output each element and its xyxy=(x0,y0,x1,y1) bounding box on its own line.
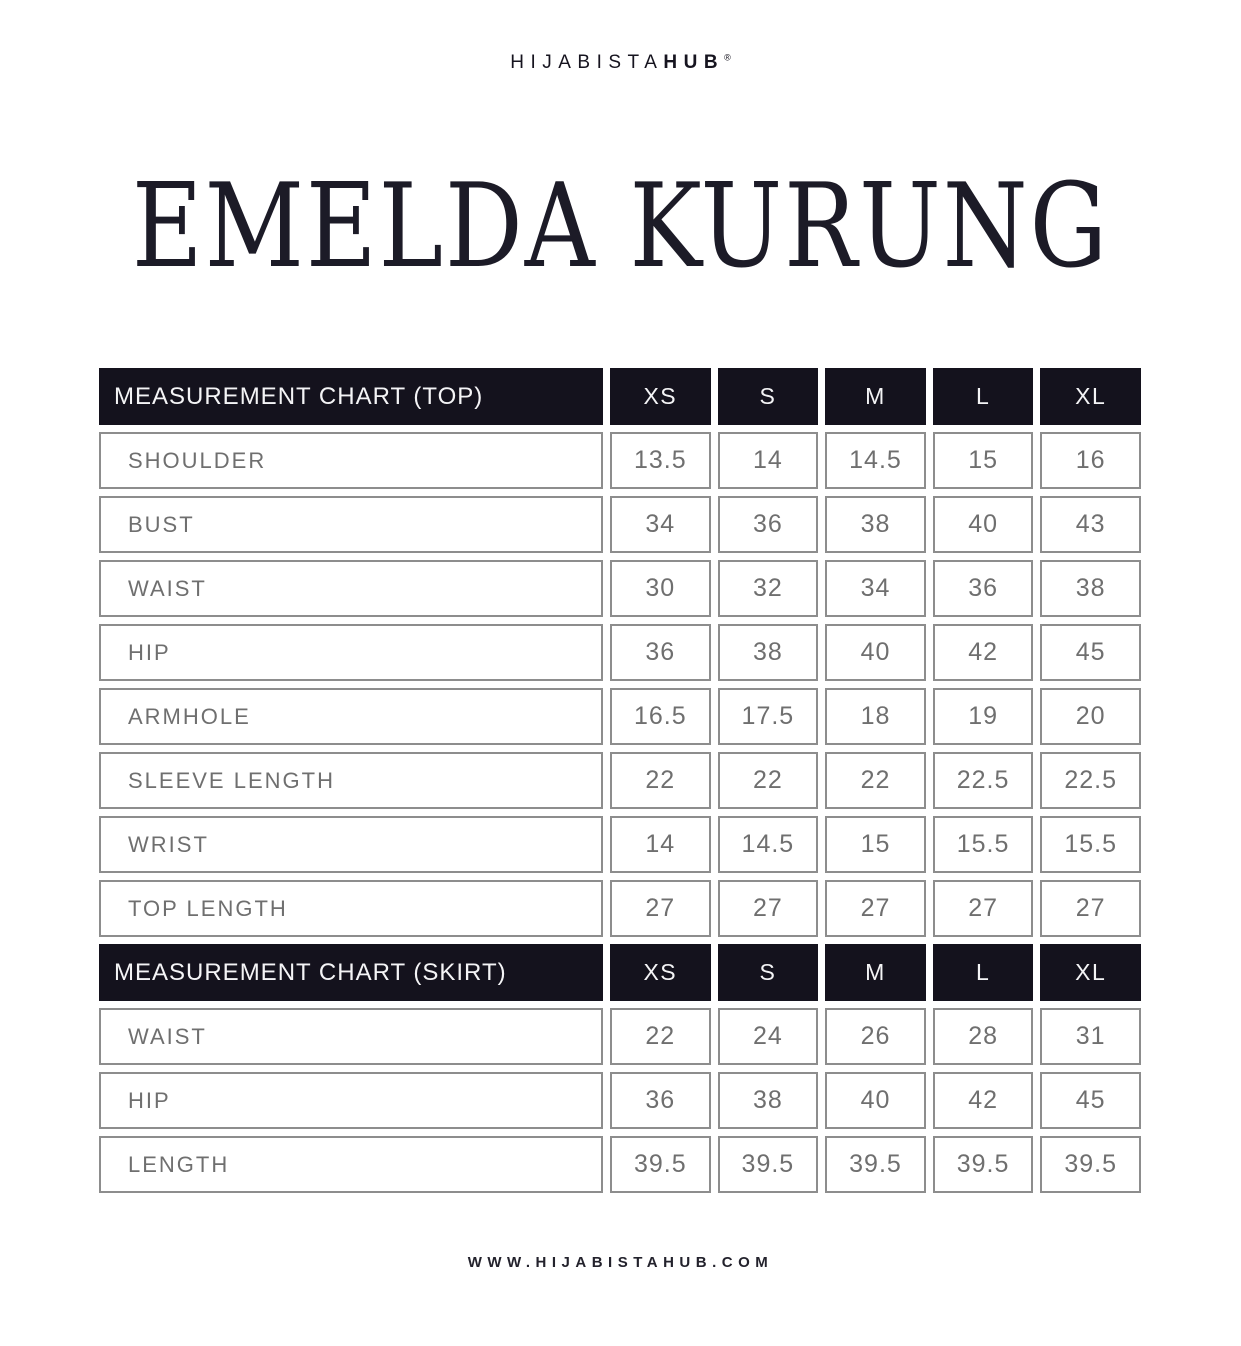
cell-value-top-xs: 34 xyxy=(610,496,711,553)
row-label-skirt: LENGTH xyxy=(99,1136,603,1193)
cell-value-top-xl: 38 xyxy=(1040,560,1141,617)
cell-value-top-xs: 22 xyxy=(610,752,711,809)
size-header-top-s: S xyxy=(718,368,819,425)
row-label-top: SHOULDER xyxy=(99,432,603,489)
cell-value-top-xl: 15.5 xyxy=(1040,816,1141,873)
cell-value-skirt-xl: 31 xyxy=(1040,1008,1141,1065)
size-header-top-l: L xyxy=(933,368,1034,425)
cell-value-top-xl: 27 xyxy=(1040,880,1141,937)
cell-value-top-m: 22 xyxy=(825,752,926,809)
cell-value-top-l: 42 xyxy=(933,624,1034,681)
cell-value-top-xl: 45 xyxy=(1040,624,1141,681)
size-header-skirt-xs: XS xyxy=(610,944,711,1001)
cell-value-top-m: 38 xyxy=(825,496,926,553)
cell-value-top-xs: 16.5 xyxy=(610,688,711,745)
cell-value-top-xs: 14 xyxy=(610,816,711,873)
row-label-top: SLEEVE LENGTH xyxy=(99,752,603,809)
cell-value-skirt-m: 26 xyxy=(825,1008,926,1065)
cell-value-top-xl: 20 xyxy=(1040,688,1141,745)
website-url: WWW.HIJABISTAHUB.COM xyxy=(467,1254,774,1271)
cell-value-skirt-s: 38 xyxy=(718,1072,819,1129)
size-header-skirt-xl: XL xyxy=(1040,944,1141,1001)
cell-value-skirt-l: 28 xyxy=(933,1008,1034,1065)
cell-value-top-m: 14.5 xyxy=(825,432,926,489)
cell-value-top-m: 40 xyxy=(825,624,926,681)
size-header-top-xs: XS xyxy=(610,368,711,425)
cell-value-skirt-xs: 36 xyxy=(610,1072,711,1129)
registered-trademark: ® xyxy=(724,52,731,63)
cell-value-skirt-l: 39.5 xyxy=(933,1136,1034,1193)
size-header-skirt-s: S xyxy=(718,944,819,1001)
cell-value-top-xs: 30 xyxy=(610,560,711,617)
cell-value-top-s: 14.5 xyxy=(718,816,819,873)
table-header-skirt: MEASUREMENT CHART (SKIRT) xyxy=(99,944,603,1001)
size-header-top-m: M xyxy=(825,368,926,425)
cell-value-top-m: 34 xyxy=(825,560,926,617)
cell-value-top-s: 17.5 xyxy=(718,688,819,745)
row-label-top: WRIST xyxy=(99,816,603,873)
row-label-skirt: HIP xyxy=(99,1072,603,1129)
cell-value-top-xs: 13.5 xyxy=(610,432,711,489)
cell-value-top-xl: 16 xyxy=(1040,432,1141,489)
cell-value-top-m: 27 xyxy=(825,880,926,937)
cell-value-top-l: 15 xyxy=(933,432,1034,489)
cell-value-top-l: 19 xyxy=(933,688,1034,745)
row-label-top: HIP xyxy=(99,624,603,681)
cell-value-top-s: 27 xyxy=(718,880,819,937)
brand-logo xyxy=(0,52,1241,74)
cell-value-top-l: 27 xyxy=(933,880,1034,937)
page-title: EMELDA KURUNG xyxy=(131,158,1110,294)
size-header-skirt-l: L xyxy=(933,944,1034,1001)
row-label-skirt: WAIST xyxy=(99,1008,603,1065)
cell-value-top-s: 38 xyxy=(718,624,819,681)
row-label-top: TOP LENGTH xyxy=(99,880,603,937)
cell-value-top-m: 18 xyxy=(825,688,926,745)
cell-value-skirt-m: 40 xyxy=(825,1072,926,1129)
cell-value-skirt-xl: 39.5 xyxy=(1040,1136,1141,1193)
cell-value-skirt-xs: 22 xyxy=(610,1008,711,1065)
cell-value-skirt-xs: 39.5 xyxy=(610,1136,711,1193)
cell-value-top-m: 15 xyxy=(825,816,926,873)
cell-value-skirt-s: 24 xyxy=(718,1008,819,1065)
size-header-skirt-m: M xyxy=(825,944,926,1001)
cell-value-top-l: 15.5 xyxy=(933,816,1034,873)
cell-value-skirt-s: 39.5 xyxy=(718,1136,819,1193)
cell-value-top-s: 36 xyxy=(718,496,819,553)
size-header-top-xl: XL xyxy=(1040,368,1141,425)
cell-value-top-xl: 22.5 xyxy=(1040,752,1141,809)
row-label-top: WAIST xyxy=(99,560,603,617)
cell-value-skirt-l: 42 xyxy=(933,1072,1034,1129)
row-label-top: BUST xyxy=(99,496,603,553)
cell-value-top-xs: 27 xyxy=(610,880,711,937)
cell-value-skirt-m: 39.5 xyxy=(825,1136,926,1193)
cell-value-top-l: 36 xyxy=(933,560,1034,617)
cell-value-top-s: 22 xyxy=(718,752,819,809)
cell-value-skirt-xl: 45 xyxy=(1040,1072,1141,1129)
brand-logo-bold: HUB xyxy=(663,52,725,73)
cell-value-top-l: 22.5 xyxy=(933,752,1034,809)
cell-value-top-xl: 43 xyxy=(1040,496,1141,553)
cell-value-top-s: 32 xyxy=(718,560,819,617)
cell-value-top-xs: 36 xyxy=(610,624,711,681)
measurement-chart xyxy=(99,368,1141,1193)
cell-value-top-l: 40 xyxy=(933,496,1034,553)
cell-value-top-s: 14 xyxy=(718,432,819,489)
row-label-top: ARMHOLE xyxy=(99,688,603,745)
table-header-top: MEASUREMENT CHART (TOP) xyxy=(99,368,603,425)
brand-logo-regular: HIJABISTA xyxy=(510,52,664,73)
